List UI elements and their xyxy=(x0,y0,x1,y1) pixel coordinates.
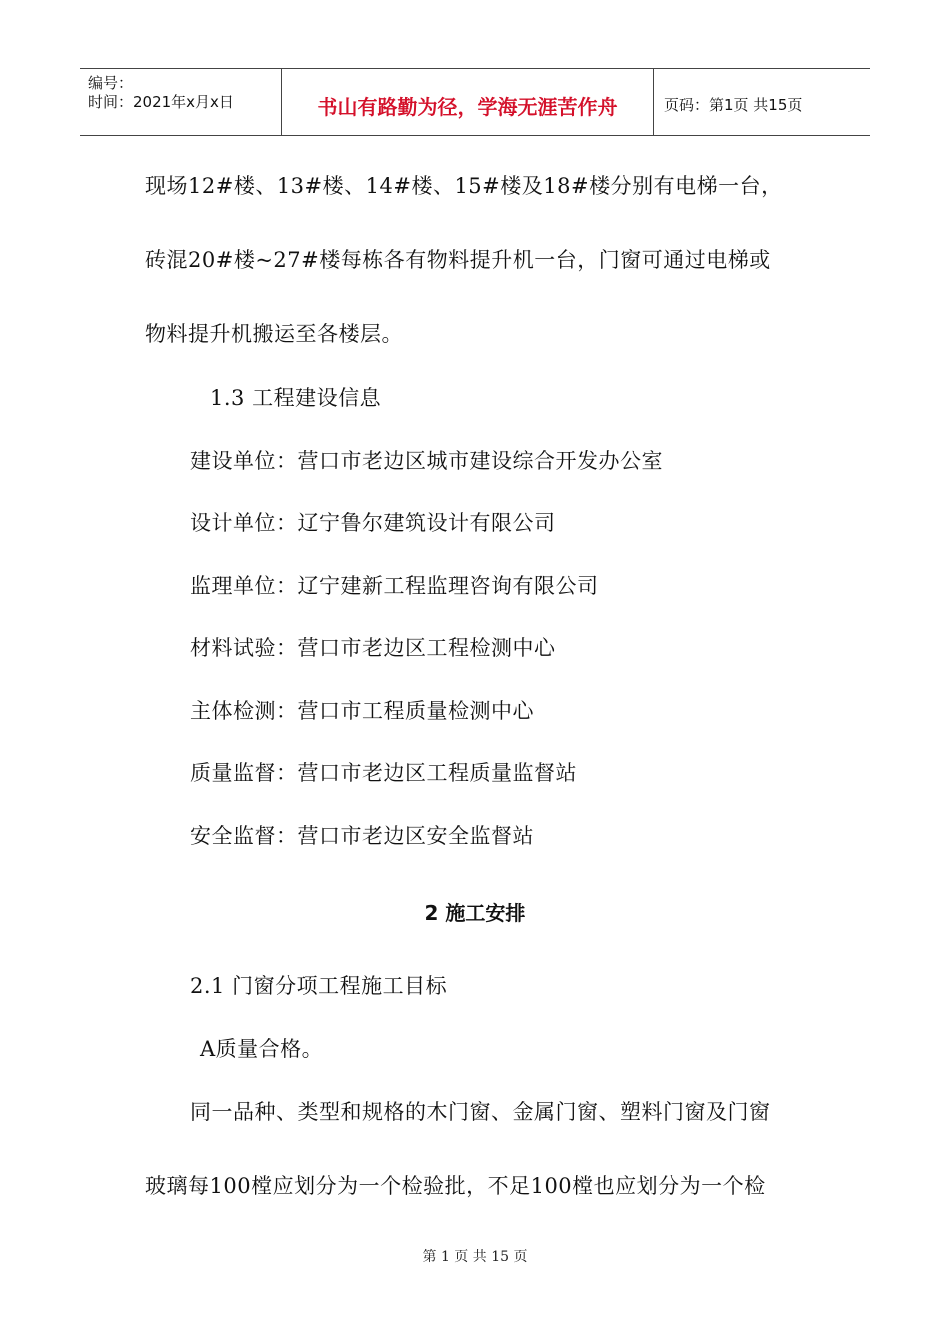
header-meta-cell xyxy=(80,69,282,135)
header-number-label: 编号： xyxy=(88,74,134,92)
info-main-inspection: 主体检测：营口市工程质量检测中心 xyxy=(190,699,534,723)
page-header xyxy=(80,68,870,136)
header-time-label: 时间：2021年x月x日 xyxy=(88,93,234,111)
header-page-info: 页码：第1页 共15页 xyxy=(664,96,803,114)
subsection-heading-1-3: 1.3 工程建设信息 xyxy=(210,386,382,410)
info-construction-unit: 建设单位：营口市老边区城市建设综合开发办公室 xyxy=(190,449,663,473)
subsection-heading-2-1: 2.1 门窗分项工程施工目标 xyxy=(190,974,448,998)
body-line-inspection-2: 玻璃每100樘应划分为一个检验批，不足100樘也应划分为一个检 xyxy=(145,1174,766,1198)
section-title-2: 2 施工安排 xyxy=(424,901,526,925)
info-design-unit: 设计单位：辽宁鲁尔建筑设计有限公司 xyxy=(190,511,556,535)
header-motto-cell xyxy=(282,69,654,135)
header-motto: 书山有路勤为径，学海无涯苦作舟 xyxy=(317,95,618,119)
page-footer: 第 1 页 共 15 页 xyxy=(422,1249,528,1265)
body-line-1: 现场12#楼、13#楼、14#楼、15#楼及18#楼分别有电梯一台， xyxy=(145,174,783,198)
body-line-3: 物料提升机搬运至各楼层。 xyxy=(145,322,403,346)
body-line-inspection-1: 同一品种、类型和规格的木门窗、金属门窗、塑料门窗及门窗 xyxy=(190,1100,771,1124)
info-safety-supervision: 安全监督：营口市老边区安全监督站 xyxy=(190,824,534,848)
body-line-quality: A质量合格。 xyxy=(200,1037,324,1061)
header-page-cell xyxy=(654,69,870,135)
info-supervision-unit: 监理单位：辽宁建新工程监理咨询有限公司 xyxy=(190,574,599,598)
info-quality-supervision: 质量监督：营口市老边区工程质量监督站 xyxy=(190,761,577,785)
info-material-test: 材料试验：营口市老边区工程检测中心 xyxy=(190,636,556,660)
body-line-2: 砖混20#楼~27#楼每栋各有物料提升机一台，门窗可通过电梯或 xyxy=(145,248,771,272)
